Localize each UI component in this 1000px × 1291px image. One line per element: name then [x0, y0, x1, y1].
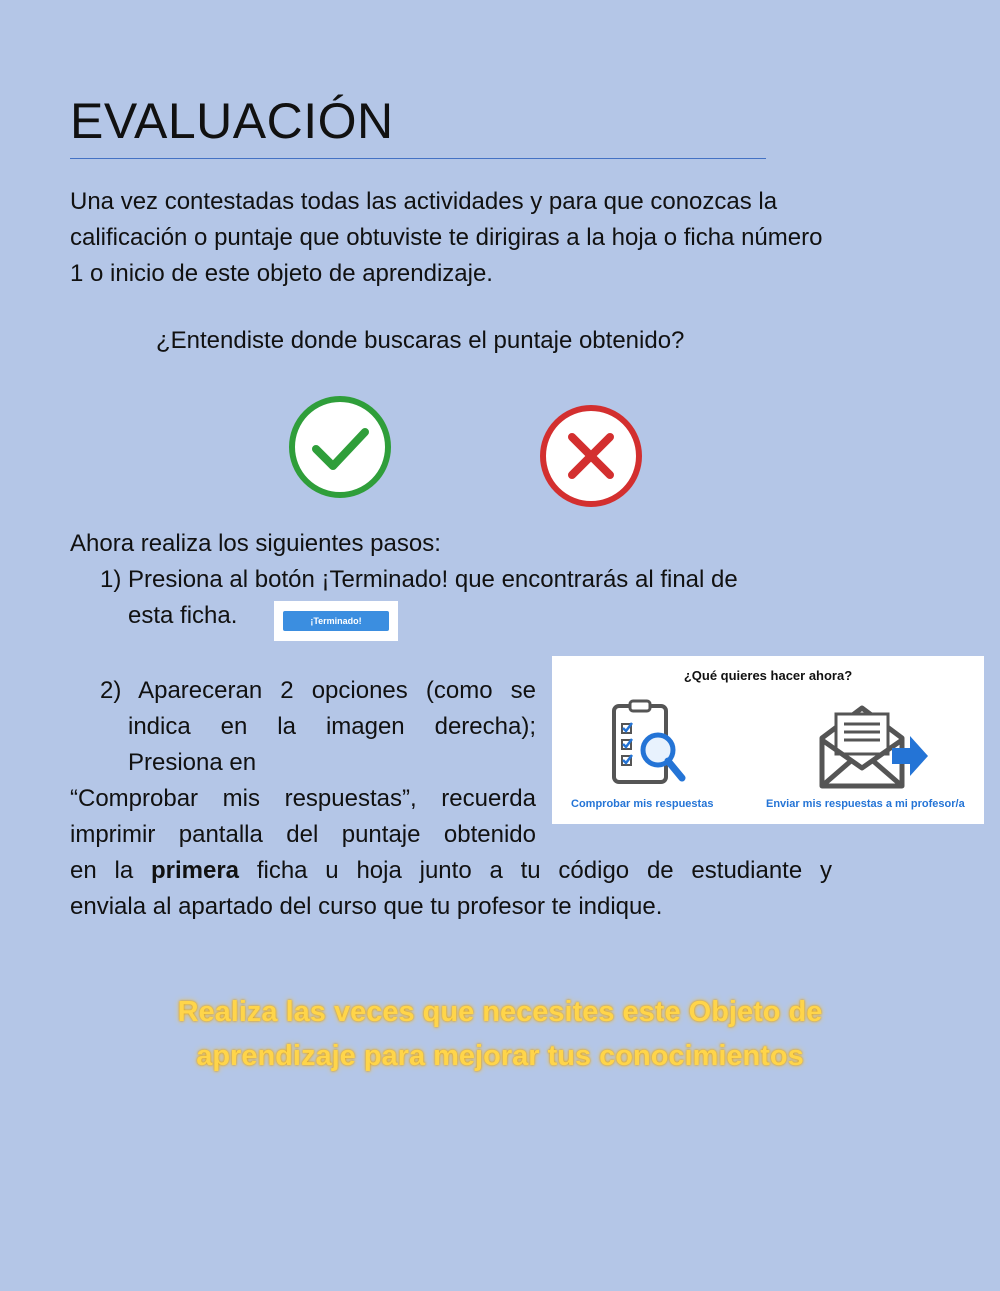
- motto-line: aprendizaje para mejorar tus conocimientos: [196, 1040, 804, 1072]
- step2-line: Presiona en: [128, 749, 257, 776]
- page-title: EVALUACIÓN: [70, 93, 394, 149]
- step2-line: [70, 853, 832, 889]
- step1-text-continued: esta ficha.: [128, 602, 238, 629]
- step1-text: 1) Presiona al botón ¡Terminado! que encontrarás al final de: [100, 566, 738, 593]
- step2-line: indica en la imagen derecha);: [128, 713, 536, 740]
- title-underline: [70, 158, 766, 159]
- finish-button-label: ¡Terminado!: [283, 611, 389, 631]
- clipboard-magnifier-icon[interactable]: [610, 698, 688, 790]
- check-answers-option[interactable]: Comprobar mis respuestas: [571, 798, 714, 810]
- x-circle-icon[interactable]: [539, 404, 643, 508]
- emphasis-primera: primera: [150, 857, 240, 884]
- step2-line-part: en la: [70, 857, 151, 884]
- step2-line: enviala al apartado del curso que tu profesor te indique.: [70, 893, 663, 920]
- options-panel-title: ¿Qué quieres hacer ahora?: [683, 668, 853, 683]
- step2-line: 2) Apareceran 2 opciones (como se: [100, 677, 536, 704]
- check-circle-icon[interactable]: [288, 395, 392, 499]
- steps-heading: Ahora realiza los siguientes pasos:: [70, 530, 441, 557]
- motivational-message: [70, 990, 930, 1078]
- finish-button-thumbnail: [274, 601, 398, 641]
- send-answers-option[interactable]: Enviar mis respuestas a mi profesor/a: [766, 798, 965, 810]
- motto-line: Realiza las veces que necesites este Objeto de: [177, 996, 823, 1028]
- question-text: ¿Entendiste donde buscaras el puntaje obtenido?: [156, 327, 685, 354]
- step2-text-continued: [70, 853, 832, 925]
- envelope-arrow-icon[interactable]: [818, 700, 930, 790]
- intro-paragraph: Una vez contestadas todas las actividades y para que conozcas la calificación o puntaje que obtuviste te dirigiras a la hoja o ficha número 1 o inicio de este objeto de aprendizaje.: [70, 188, 823, 287]
- step2-line-part: ficha u hoja junto a tu código de estudiante y: [239, 857, 832, 884]
- step2-line: imprimir pantalla del puntaje obtenido: [70, 821, 536, 848]
- step2-text: [70, 673, 536, 853]
- options-panel: [552, 656, 984, 824]
- step2-line: “Comprobar mis respuestas”, recuerda: [70, 785, 536, 812]
